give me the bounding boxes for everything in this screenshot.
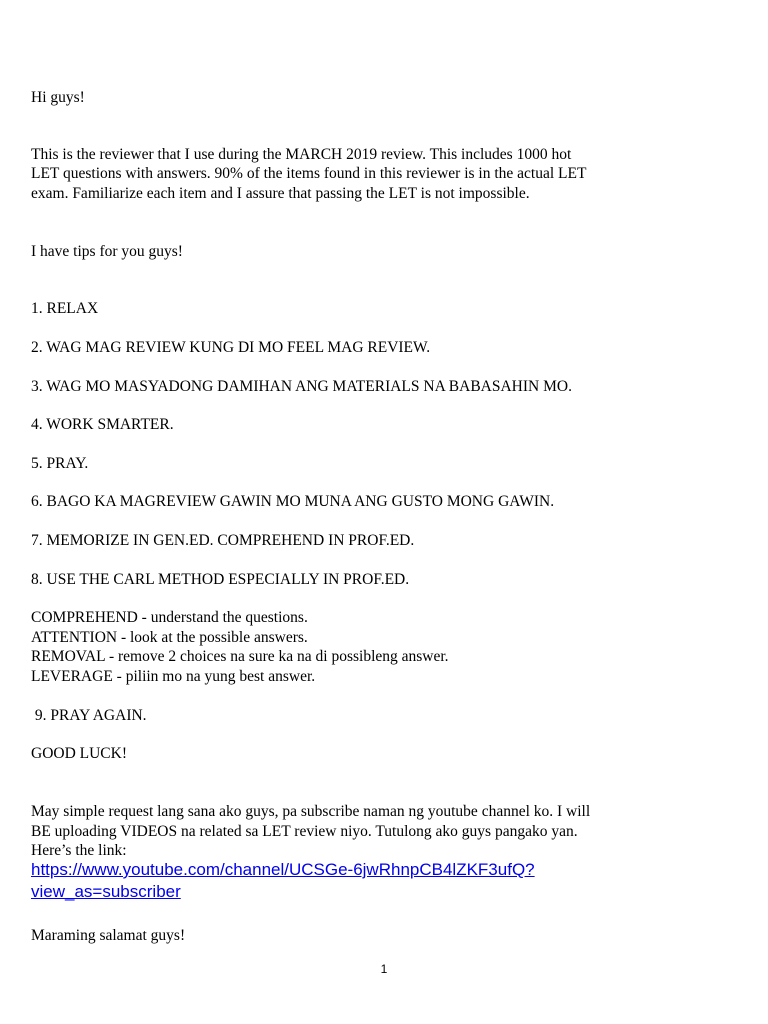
tip-6: 6. BAGO KA MAGREVIEW GAWIN MO MUNA ANG GUSTO MONG GAWIN. (31, 493, 555, 510)
tip-3: 3. WAG MO MASYADONG DAMIHAN ANG MATERIALS NA BABASAHIN MO. (31, 378, 572, 395)
closing: Maraming salamat guys! (31, 927, 186, 944)
tip-5: 5. PRAY. (31, 455, 89, 472)
request-line-2: BE uploading VIDEOS na related sa LET review niyo. Tutulong ako guys pangako yan. (31, 823, 578, 840)
youtube-link-line-2[interactable]: view_as=subscriber (31, 882, 181, 901)
tip-4: 4. WORK SMARTER. (31, 416, 174, 433)
intro-line-3: exam. Familiarize each item and I assure that passing the LET is not impossible. (31, 185, 530, 202)
tip-7: 7. MEMORIZE IN GEN.ED. COMPREHEND IN PROF.ED. (31, 532, 415, 549)
tip-8: 8. USE THE CARL METHOD ESPECIALLY IN PROF.ED. (31, 571, 410, 588)
good-luck: GOOD LUCK! (31, 745, 128, 762)
tips-heading: I have tips for you guys! (31, 243, 183, 260)
carl-comprehend: COMPREHEND - understand the questions. (31, 609, 308, 626)
tip-2: 2. WAG MAG REVIEW KUNG DI MO FEEL MAG REVIEW. (31, 339, 431, 356)
request-line-3: Here’s the link: (31, 842, 127, 859)
request-line-1: May simple request lang sana ako guys, pa subscribe naman ng youtube channel ko. I will (31, 803, 591, 820)
carl-removal: REMOVAL - remove 2 choices na sure ka na di possibleng answer. (31, 648, 449, 665)
page-number: 1 (380, 962, 388, 976)
greeting: Hi guys! (31, 89, 85, 106)
tip-1: 1. RELAX (31, 300, 99, 317)
youtube-link-line-1[interactable]: https://www.youtube.com/channel/UCSGe-6jwRhnpCB4lZKF3ufQ? (31, 860, 535, 879)
intro-line-1: This is the reviewer that I use during the MARCH 2019 review. This includes 1000 hot (31, 146, 572, 163)
intro-line-2: LET questions with answers. 90% of the items found in this reviewer is in the actual LET (31, 165, 587, 182)
carl-attention: ATTENTION - look at the possible answers. (31, 629, 308, 646)
tip-9: 9. PRAY AGAIN. (31, 707, 147, 724)
carl-leverage: LEVERAGE - piliin mo na yung best answer. (31, 668, 316, 685)
